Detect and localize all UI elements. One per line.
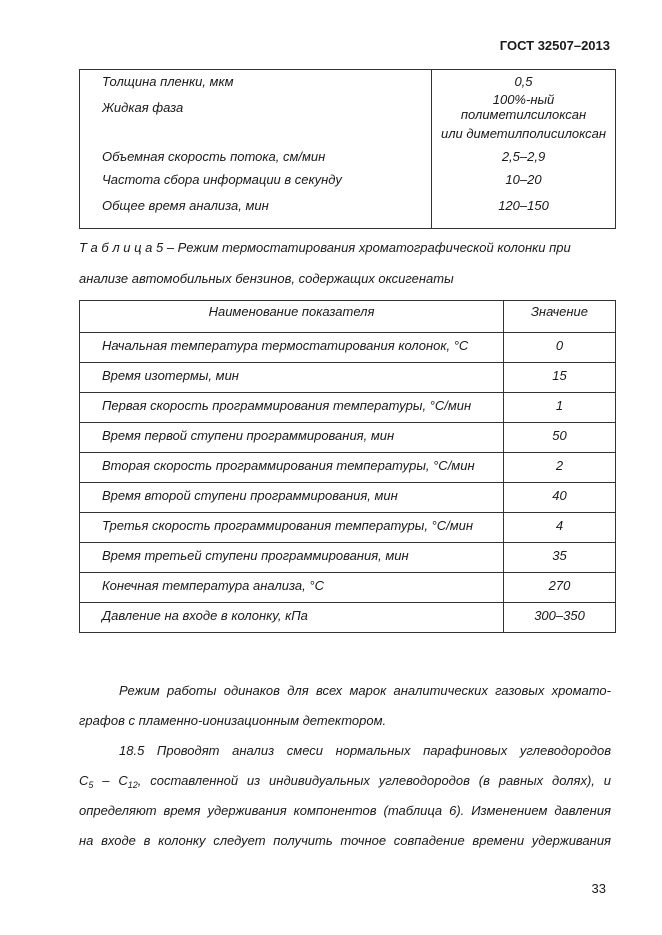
table-row [80, 423, 616, 453]
row-name: Третья скорость программирования температуры, °С/мин [80, 513, 504, 543]
paragraph2-line4: на входе в колонку следует получить точное совпадение времени удерживания [79, 833, 611, 848]
row-name: Жидкая фаза [80, 92, 432, 122]
row-name: Время третьей ступени программирования, мин [80, 543, 504, 573]
row-name: Первая скорость программирования температуры, °С/мин [80, 393, 504, 423]
row-name: Объемная скорость потока, см/мин [80, 145, 432, 168]
parameters-table-continued [79, 69, 616, 229]
row-name: Время второй ступени программирования, мин [80, 483, 504, 513]
row-value: 15 [504, 363, 616, 393]
row-value: 10–20 [432, 168, 616, 191]
row-name: Вторая скорость программирования температуры, °С/мин [80, 453, 504, 483]
paragraph2-line1: 18.5 Проводят анализ смеси нормальных парафиновых углеводородов [119, 743, 611, 758]
row-value: 300–350 [504, 603, 616, 633]
table-row [80, 573, 616, 603]
table-row [80, 393, 616, 423]
header-value: Значение [504, 301, 616, 333]
page-number: 33 [591, 881, 606, 896]
table-row [80, 168, 616, 191]
row-name: Конечная температура анализа, °С [80, 573, 504, 603]
table-row [80, 603, 616, 633]
row-name: Время первой ступени программирования, мин [80, 423, 504, 453]
row-value: 2 [504, 453, 616, 483]
row-value: 100%-ный полиметилсилоксан [432, 92, 616, 122]
table-row [80, 483, 616, 513]
table-header-row [80, 301, 616, 333]
paragraph1-line1: Режим работы одинаков для всех марок аналитических газовых хромато- [119, 683, 611, 698]
table-row [80, 92, 616, 122]
paragraph1-line2: графов с пламенно-ионизационным детектором. [79, 713, 387, 728]
row-name: Частота сбора информации в секунду [80, 168, 432, 191]
header-name: Наименование показателя [80, 301, 504, 333]
table-row [80, 70, 616, 93]
paragraph2-line3: определяют время удерживания компонентов (таблица 6). Изменением давления [79, 803, 611, 818]
table-row [80, 191, 616, 229]
row-value: 270 [504, 573, 616, 603]
row-value: 4 [504, 513, 616, 543]
table5-caption-line1: Т а б л и ц а 5 – Режим термостатирования хроматографической колонки при [79, 240, 571, 255]
formula-c5: $С_5$ [79, 773, 94, 790]
table-row [80, 543, 616, 573]
row-value: 50 [504, 423, 616, 453]
row-name: Время изотермы, мин [80, 363, 504, 393]
table5-thermostat-mode [79, 300, 616, 633]
row-value: 35 [504, 543, 616, 573]
document-id: ГОСТ 32507–2013 [499, 38, 610, 53]
row-name: Давление на входе в колонку, кПа [80, 603, 504, 633]
table-row [80, 122, 616, 145]
row-value: 2,5–2,9 [432, 145, 616, 168]
paragraph2-line2 [79, 773, 611, 788]
table-row [80, 513, 616, 543]
paragraph2-line2-text: , составленной из индивидуальных углеводородов (в равных долях), и [137, 773, 611, 788]
row-value: 1 [504, 393, 616, 423]
row-value: 0,5 [432, 70, 616, 93]
table5-caption-line2: анализе автомобильных бензинов, содержащих оксигенаты [79, 271, 454, 286]
row-name: Начальная температура термостатирования колонок, °С [80, 333, 504, 363]
table-row [80, 363, 616, 393]
row-name: Общее время анализа, мин [80, 191, 432, 229]
row-name: Толщина пленки, мкм [80, 70, 432, 93]
formula-c12: – $С_{12}$ [93, 773, 138, 790]
row-name [80, 122, 432, 145]
table-row [80, 333, 616, 363]
row-value: 0 [504, 333, 616, 363]
row-value: 40 [504, 483, 616, 513]
row-value: 120–150 [432, 191, 616, 229]
table-row [80, 453, 616, 483]
table-row [80, 145, 616, 168]
row-value: или диметилполисилоксан [432, 122, 616, 145]
